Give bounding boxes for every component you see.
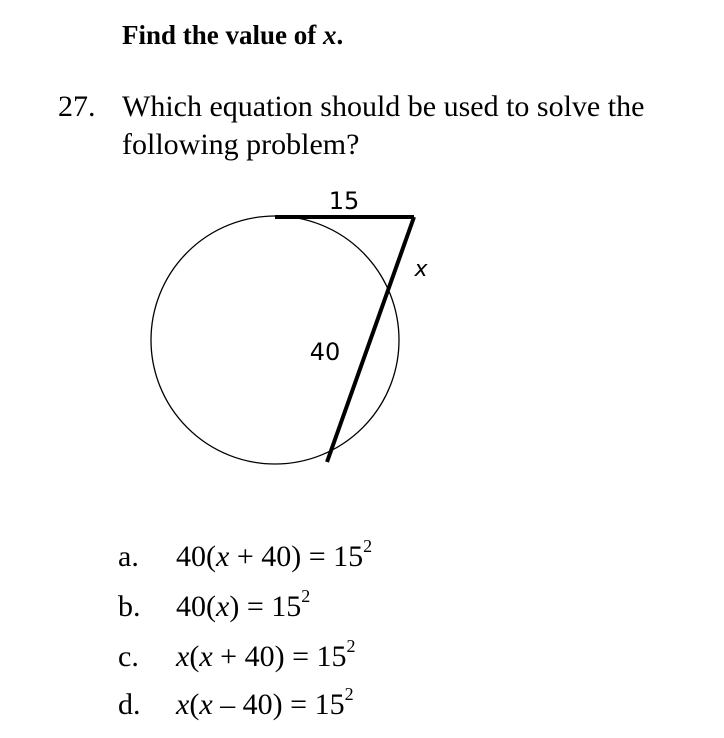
internal-chord-label: 40 — [309, 338, 341, 366]
secant-tangent-diagram — [130, 180, 450, 480]
heading-text: Find the value of — [122, 20, 324, 50]
choice-b-equation: $40(x) = 15^2$ — [176, 586, 311, 623]
choice-d-letter: d. — [118, 688, 141, 721]
choice-d-equation: $x(x - 40) = 15^2$ — [176, 684, 354, 721]
tangent-label: 15 — [328, 187, 360, 215]
question-number: 27. — [58, 90, 96, 123]
question-text: Which equation should be used to solve the following problem? — [122, 90, 645, 161]
choice-b-letter: b. — [118, 590, 141, 623]
choice-c-letter: c. — [118, 640, 139, 673]
external-segment-label: x — [414, 257, 428, 282]
choice-c-equation: $x(x + 40) = 15^2$ — [176, 636, 356, 673]
heading — [122, 18, 343, 52]
circle — [151, 216, 399, 464]
choice-a-equation: $40(x + 40) = 15^2$ — [176, 536, 373, 573]
heading-period: . — [336, 20, 344, 50]
heading-variable: x — [323, 20, 337, 50]
choice-a-letter: a. — [118, 540, 139, 573]
